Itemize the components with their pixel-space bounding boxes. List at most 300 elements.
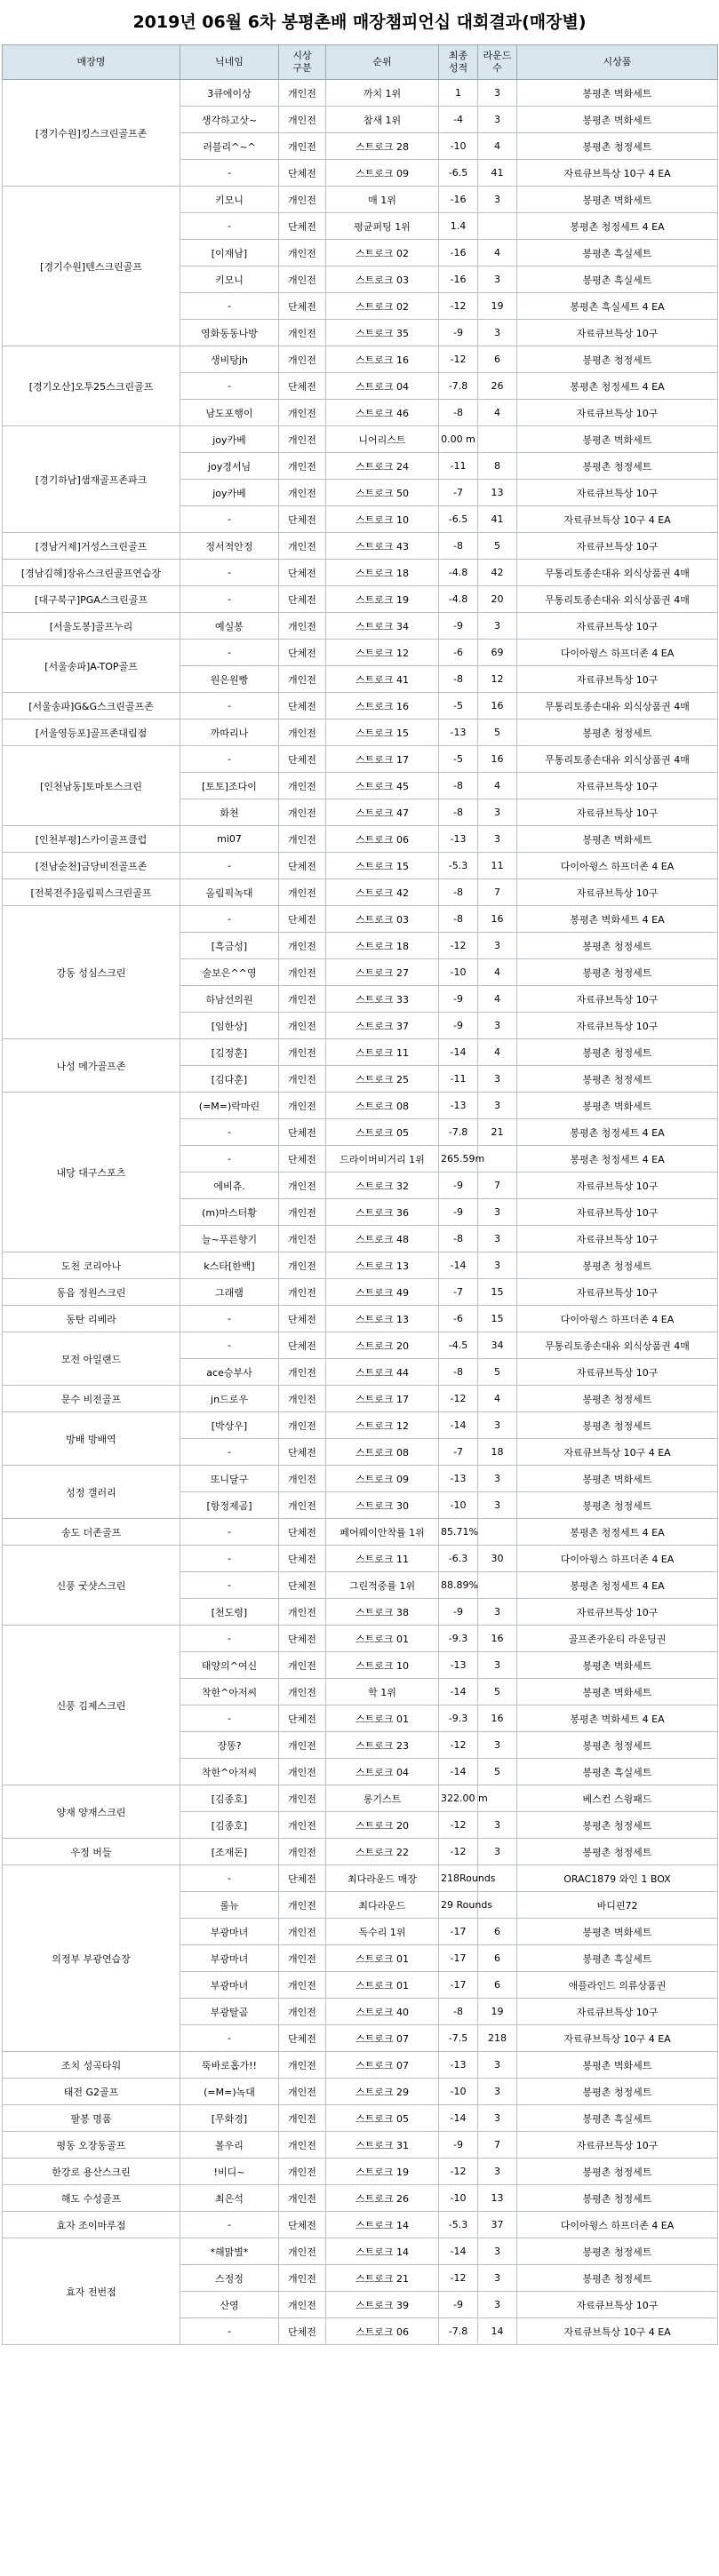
nickname-cell: [김종호] bbox=[180, 1812, 279, 1839]
prize-cell: 봉평촌 청정세트 bbox=[517, 1412, 718, 1439]
nickname-cell: - bbox=[180, 560, 279, 586]
award-type-cell: 단체전 bbox=[279, 746, 326, 773]
nickname-cell: 원은원빵 bbox=[180, 666, 279, 693]
store-name-cell: [전남순천]금당비전골프존 bbox=[3, 853, 180, 879]
final-score-cell: -9 bbox=[439, 1013, 478, 1039]
rank-cell: 스트로크 16 bbox=[326, 346, 439, 373]
final-score-cell: -8 bbox=[439, 400, 478, 426]
award-type-cell: 개인전 bbox=[279, 1199, 326, 1226]
rank-cell: 스트로크 37 bbox=[326, 1013, 439, 1039]
prize-cell: 봉평촌 청정세트 4 EA bbox=[517, 1572, 718, 1599]
store-name-cell: 평동 오장동골프 bbox=[3, 2132, 180, 2159]
store-name-cell: 양재 양재스크린 bbox=[3, 1785, 180, 1839]
award-type-cell: 개인전 bbox=[279, 773, 326, 799]
prize-cell: 자료큐브특상 10구 bbox=[517, 1359, 718, 1386]
final-score-cell: -8 bbox=[439, 773, 478, 799]
nickname-cell: 남도포행이 bbox=[180, 400, 279, 426]
final-score-cell: 322.00 m bbox=[439, 1785, 478, 1812]
final-score-cell: 218Rounds bbox=[439, 1865, 478, 1892]
rounds-cell: 7 bbox=[478, 1173, 517, 1199]
nickname-cell: 최은석 bbox=[180, 2185, 279, 2212]
award-type-cell: 개인전 bbox=[279, 453, 326, 480]
rounds-cell: 37 bbox=[478, 2212, 517, 2238]
award-type-cell: 개인전 bbox=[279, 1279, 326, 1306]
nickname-cell: 생각하고삿~ bbox=[180, 107, 279, 133]
rounds-cell: 3 bbox=[478, 799, 517, 826]
award-type-cell: 개인전 bbox=[279, 879, 326, 906]
final-score-cell: 88.89% bbox=[439, 1572, 478, 1599]
final-score-cell: -8 bbox=[439, 906, 478, 933]
prize-cell: 봉평촌 청정세트 4 EA bbox=[517, 1146, 718, 1173]
prize-cell: 봉평촌 청정세트 bbox=[517, 1066, 718, 1093]
prize-cell: 봉평촌 청정세트 bbox=[517, 453, 718, 480]
rounds-cell: 3 bbox=[478, 1066, 517, 1093]
rank-cell: 스트로크 10 bbox=[326, 506, 439, 533]
nickname-cell: - bbox=[180, 1705, 279, 1732]
rounds-cell bbox=[478, 213, 517, 240]
nickname-cell: - bbox=[180, 586, 279, 613]
award-type-cell: 개인전 bbox=[279, 187, 326, 213]
prize-cell: 봉평촌 청정세트 4 EA bbox=[517, 1519, 718, 1546]
award-type-cell: 단체전 bbox=[279, 373, 326, 400]
store-name-cell: 송도 더존골프 bbox=[3, 1519, 180, 1546]
final-score-cell: -13 bbox=[439, 1652, 478, 1679]
nickname-cell: 키모니 bbox=[180, 266, 279, 293]
nickname-cell: - bbox=[180, 1332, 279, 1359]
prize-cell: 다이아윙스 하프더존 4 EA bbox=[517, 2212, 718, 2238]
rank-cell: 스트로크 42 bbox=[326, 879, 439, 906]
rounds-cell: 41 bbox=[478, 506, 517, 533]
rank-cell: 스트로크 03 bbox=[326, 906, 439, 933]
store-name-cell: 의정부 부광연습장 bbox=[3, 1865, 180, 2052]
nickname-cell: - bbox=[180, 1572, 279, 1599]
final-score-cell: -12 bbox=[439, 1839, 478, 1865]
nickname-cell: jn드로우 bbox=[180, 1386, 279, 1412]
results-body bbox=[3, 80, 718, 2345]
prize-cell: 자료큐브특상 10구 bbox=[517, 1279, 718, 1306]
prize-cell: 자료큐브특상 10구 4 EA bbox=[517, 160, 718, 187]
rounds-cell: 41 bbox=[478, 160, 517, 187]
award-type-cell: 개인전 bbox=[279, 933, 326, 959]
rank-cell: 스트로크 01 bbox=[326, 1626, 439, 1652]
nickname-cell: - bbox=[180, 213, 279, 240]
rank-cell: 스트로크 01 bbox=[326, 1972, 439, 1999]
prize-cell: 봉평촌 벽화세트 bbox=[517, 1093, 718, 1119]
prize-cell: 자료큐브특상 10구 bbox=[517, 1599, 718, 1626]
store-name-cell: [경기하남]샘재골프존파크 bbox=[3, 426, 180, 533]
rank-cell: 스트로크 41 bbox=[326, 666, 439, 693]
rounds-cell: 34 bbox=[478, 1332, 517, 1359]
results-table bbox=[2, 44, 718, 2345]
nickname-cell: 늘~푸른향기 bbox=[180, 1226, 279, 1252]
prize-cell: 다이아윙스 하프더존 4 EA bbox=[517, 640, 718, 666]
award-type-cell: 개인전 bbox=[279, 1386, 326, 1412]
rounds-cell: 3 bbox=[478, 107, 517, 133]
table-row bbox=[3, 826, 718, 853]
rounds-cell: 3 bbox=[478, 187, 517, 213]
final-score-cell: -13 bbox=[439, 720, 478, 746]
nickname-cell: - bbox=[180, 1546, 279, 1572]
nickname-cell: joy경서님 bbox=[180, 453, 279, 480]
rounds-cell: 4 bbox=[478, 1386, 517, 1412]
store-name-cell: 강동 성심스크린 bbox=[3, 906, 180, 1039]
prize-cell: 자료큐브특상 10구 bbox=[517, 666, 718, 693]
award-type-cell: 개인전 bbox=[279, 480, 326, 506]
rounds-cell: 3 bbox=[478, 2292, 517, 2318]
nickname-cell: - bbox=[180, 373, 279, 400]
final-score-cell: -16 bbox=[439, 240, 478, 266]
table-row bbox=[3, 1332, 718, 1359]
prize-cell: 봉평촌 벽화세트 bbox=[517, 1652, 718, 1679]
nickname-cell: (=M=)락마린 bbox=[180, 1093, 279, 1119]
prize-cell: 봉평촌 벽화세트 bbox=[517, 2052, 718, 2079]
rounds-cell: 3 bbox=[478, 1839, 517, 1865]
final-score-cell: -10 bbox=[439, 1492, 478, 1519]
final-score-cell: -4.8 bbox=[439, 586, 478, 613]
award-type-cell: 단체전 bbox=[279, 2025, 326, 2052]
prize-cell: 무통리토종손대유 외식상품권 4매 bbox=[517, 693, 718, 720]
final-score-cell: -16 bbox=[439, 187, 478, 213]
nickname-cell: 영화동동나방 bbox=[180, 320, 279, 346]
final-score-cell: 85.71% bbox=[439, 1519, 478, 1546]
nickname-cell: - bbox=[180, 1865, 279, 1892]
nickname-cell: 3큐에이상 bbox=[180, 80, 279, 107]
prize-cell: 봉평촌 흑실세트 bbox=[517, 1945, 718, 1972]
rounds-cell: 3 bbox=[478, 1093, 517, 1119]
final-score-cell: -9.3 bbox=[439, 1705, 478, 1732]
rank-cell: 스트로크 18 bbox=[326, 560, 439, 586]
rank-cell: 까치 1위 bbox=[326, 80, 439, 107]
rounds-cell: 3 bbox=[478, 1226, 517, 1252]
rank-cell: 스트로크 22 bbox=[326, 1839, 439, 1865]
award-type-cell: 개인전 bbox=[279, 1919, 326, 1945]
rounds-cell: 4 bbox=[478, 986, 517, 1013]
store-name-cell: 나성 메가골프존 bbox=[3, 1039, 180, 1093]
award-type-cell: 단체전 bbox=[279, 1306, 326, 1332]
table-row bbox=[3, 640, 718, 666]
award-type-cell: 개인전 bbox=[279, 959, 326, 986]
award-type-cell: 개인전 bbox=[279, 1999, 326, 2025]
rank-cell: 스트로크 32 bbox=[326, 1173, 439, 1199]
final-score-cell: -7.8 bbox=[439, 1119, 478, 1146]
table-row bbox=[3, 426, 718, 453]
store-name-cell: [경기오산]오투25스크린골프 bbox=[3, 346, 180, 426]
nickname-cell: - bbox=[180, 506, 279, 533]
store-name-cell: [경남김해]장유스크린골프연습장 bbox=[3, 560, 180, 586]
prize-cell: 봉평촌 청정세트 bbox=[517, 133, 718, 160]
nickname-cell: 부광마녀 bbox=[180, 1919, 279, 1945]
table-row bbox=[3, 2052, 718, 2079]
rounds-cell: 4 bbox=[478, 773, 517, 799]
nickname-cell: 올림픽녹대 bbox=[180, 879, 279, 906]
final-score-cell: -11 bbox=[439, 1066, 478, 1093]
award-type-cell: 개인전 bbox=[279, 1066, 326, 1093]
final-score-cell: -12 bbox=[439, 293, 478, 320]
table-row bbox=[3, 2238, 718, 2265]
nickname-cell: 부광마녀 bbox=[180, 1945, 279, 1972]
rank-cell: 스트로크 13 bbox=[326, 1306, 439, 1332]
table-row bbox=[3, 879, 718, 906]
rounds-cell: 5 bbox=[478, 1679, 517, 1705]
rank-cell: 스트로크 12 bbox=[326, 1412, 439, 1439]
prize-cell: 봉평촌 청정세트 bbox=[517, 1732, 718, 1759]
store-name-cell: 팔봉 명품 bbox=[3, 2105, 180, 2132]
rank-cell: 학 1위 bbox=[326, 1679, 439, 1705]
award-type-cell: 단체전 bbox=[279, 1705, 326, 1732]
rank-cell: 스트로크 35 bbox=[326, 320, 439, 346]
final-score-cell: -10 bbox=[439, 2185, 478, 2212]
nickname-cell: 착한^아저씨 bbox=[180, 1759, 279, 1785]
table-row bbox=[3, 1519, 718, 1546]
final-score-cell: -14 bbox=[439, 2105, 478, 2132]
rank-cell: 스트로크 28 bbox=[326, 133, 439, 160]
prize-cell: 봉평촌 청정세트 bbox=[517, 720, 718, 746]
store-name-cell: [경남거제]거성스크린골프 bbox=[3, 533, 180, 560]
rounds-cell: 3 bbox=[478, 2238, 517, 2265]
rank-cell: 스트로크 06 bbox=[326, 2318, 439, 2345]
rank-cell: 스트로크 15 bbox=[326, 720, 439, 746]
final-score-cell: -12 bbox=[439, 2159, 478, 2185]
prize-cell: 봉평촌 청정세트 bbox=[517, 1839, 718, 1865]
rank-cell: 최다라운드 bbox=[326, 1892, 439, 1919]
prize-cell: 자료큐브특상 10구 bbox=[517, 613, 718, 640]
prize-cell: 자료큐브특상 10구 bbox=[517, 773, 718, 799]
award-type-cell: 단체전 bbox=[279, 640, 326, 666]
store-name-cell: [인천부평]스카이골프클럽 bbox=[3, 826, 180, 853]
rounds-cell: 30 bbox=[478, 1546, 517, 1572]
rounds-cell: 3 bbox=[478, 1812, 517, 1839]
rank-cell: 스트로크 17 bbox=[326, 746, 439, 773]
prize-cell: 자료큐브특상 10구 4 EA bbox=[517, 2025, 718, 2052]
prize-cell: 봉평촌 흑실세트 bbox=[517, 240, 718, 266]
store-name-cell: 조치 성곡타워 bbox=[3, 2052, 180, 2079]
award-type-cell: 개인전 bbox=[279, 400, 326, 426]
award-type-cell: 개인전 bbox=[279, 1599, 326, 1626]
store-name-cell: 신풍 굿샷스크린 bbox=[3, 1546, 180, 1626]
award-type-cell: 개인전 bbox=[279, 1972, 326, 1999]
final-score-cell: -7 bbox=[439, 1279, 478, 1306]
header-nickname: 닉네임 bbox=[180, 45, 279, 80]
final-score-cell: -14 bbox=[439, 2238, 478, 2265]
final-score-cell: -14 bbox=[439, 1759, 478, 1785]
final-score-cell: -13 bbox=[439, 826, 478, 853]
prize-cell: 봉평촌 벽화세트 bbox=[517, 107, 718, 133]
table-row bbox=[3, 1785, 718, 1812]
store-name-cell: 동탄 리베라 bbox=[3, 1306, 180, 1332]
award-type-cell: 단체전 bbox=[279, 506, 326, 533]
award-type-cell: 개인전 bbox=[279, 1466, 326, 1492]
rank-cell: 스트로크 02 bbox=[326, 293, 439, 320]
table-row bbox=[3, 1306, 718, 1332]
rank-cell: 스트로크 09 bbox=[326, 160, 439, 187]
table-row bbox=[3, 693, 718, 720]
prize-cell: 다이아윙스 하프더존 4 EA bbox=[517, 853, 718, 879]
table-row bbox=[3, 720, 718, 746]
nickname-cell: - bbox=[180, 640, 279, 666]
prize-cell: 자료큐브특상 10구 bbox=[517, 986, 718, 1013]
header-rounds: 라운드 수 bbox=[478, 45, 517, 80]
nickname-cell: 롤뉴 bbox=[180, 1892, 279, 1919]
rounds-cell: 218 bbox=[478, 2025, 517, 2052]
prize-cell: 봉평촌 청정세트 bbox=[517, 1492, 718, 1519]
final-score-cell: -17 bbox=[439, 1945, 478, 1972]
store-name-cell: 한강로 용산스크린 bbox=[3, 2159, 180, 2185]
prize-cell: 봉평촌 벽화세트 bbox=[517, 426, 718, 453]
final-score-cell: -5 bbox=[439, 693, 478, 720]
award-type-cell: 개인전 bbox=[279, 2159, 326, 2185]
rounds-cell: 4 bbox=[478, 959, 517, 986]
prize-cell: 다이아윙스 하프더존 4 EA bbox=[517, 1306, 718, 1332]
rounds-cell: 42 bbox=[478, 560, 517, 586]
table-row bbox=[3, 906, 718, 933]
award-type-cell: 단체전 bbox=[279, 853, 326, 879]
rounds-cell: 6 bbox=[478, 346, 517, 373]
award-type-cell: 단체전 bbox=[279, 1572, 326, 1599]
rounds-cell: 3 bbox=[478, 1466, 517, 1492]
nickname-cell: 또니달구 bbox=[180, 1466, 279, 1492]
nickname-cell: (m)마스터황 bbox=[180, 1199, 279, 1226]
rounds-cell: 6 bbox=[478, 1972, 517, 1999]
header-store: 매장명 bbox=[3, 45, 180, 80]
prize-cell: 베스컨 스윙패드 bbox=[517, 1785, 718, 1812]
store-name-cell: 문수 비전골프 bbox=[3, 1386, 180, 1412]
prize-cell: 자료큐브특상 10구 bbox=[517, 1199, 718, 1226]
rank-cell: 스트로크 08 bbox=[326, 1439, 439, 1466]
nickname-cell: [임한상] bbox=[180, 1013, 279, 1039]
rounds-cell: 3 bbox=[478, 320, 517, 346]
nickname-cell: - bbox=[180, 693, 279, 720]
rank-cell: 롱기스트 bbox=[326, 1785, 439, 1812]
prize-cell: 봉평촌 청정세트 bbox=[517, 1386, 718, 1412]
nickname-cell: [무화경] bbox=[180, 2105, 279, 2132]
table-row bbox=[3, 1412, 718, 1439]
rank-cell: 스트로크 07 bbox=[326, 2025, 439, 2052]
table-row bbox=[3, 1279, 718, 1306]
nickname-cell: - bbox=[180, 293, 279, 320]
prize-cell: 봉평촌 청정세트 4 EA bbox=[517, 373, 718, 400]
final-score-cell: -4.8 bbox=[439, 560, 478, 586]
award-type-cell: 개인전 bbox=[279, 133, 326, 160]
store-name-cell: [서울송파]A-TOP골프 bbox=[3, 640, 180, 693]
table-row bbox=[3, 1546, 718, 1572]
prize-cell: 무통리토종손대유 외식상품권 4매 bbox=[517, 560, 718, 586]
prize-cell: ORAC1879 와인 1 BOX bbox=[517, 1865, 718, 1892]
final-score-cell: -6 bbox=[439, 1306, 478, 1332]
nickname-cell: ace승부사 bbox=[180, 1359, 279, 1386]
table-row bbox=[3, 1252, 718, 1279]
award-type-cell: 단체전 bbox=[279, 1519, 326, 1546]
award-type-cell: 단체전 bbox=[279, 560, 326, 586]
award-type-cell: 단체전 bbox=[279, 2212, 326, 2238]
final-score-cell: -14 bbox=[439, 1412, 478, 1439]
table-row bbox=[3, 80, 718, 107]
table-row bbox=[3, 2159, 718, 2185]
prize-cell: 자료큐브특상 10구 bbox=[517, 480, 718, 506]
rounds-cell: 13 bbox=[478, 2185, 517, 2212]
table-row bbox=[3, 746, 718, 773]
award-type-cell: 개인전 bbox=[279, 2105, 326, 2132]
table-row bbox=[3, 586, 718, 613]
rank-cell: 스트로크 25 bbox=[326, 1066, 439, 1093]
prize-cell: 자료큐브특상 10구 bbox=[517, 1173, 718, 1199]
award-type-cell: 개인전 bbox=[279, 426, 326, 453]
award-type-cell: 개인전 bbox=[279, 320, 326, 346]
nickname-cell: [조재돈] bbox=[180, 1839, 279, 1865]
final-score-cell: -12 bbox=[439, 346, 478, 373]
store-name-cell: 동읍 정원스크린 bbox=[3, 1279, 180, 1306]
rounds-cell: 8 bbox=[478, 453, 517, 480]
final-score-cell: -14 bbox=[439, 1679, 478, 1705]
rank-cell: 스트로크 31 bbox=[326, 2132, 439, 2159]
rank-cell: 스트로크 08 bbox=[326, 1093, 439, 1119]
rank-cell: 스트로크 04 bbox=[326, 1759, 439, 1785]
prize-cell: 봉평촌 청정세트 bbox=[517, 2185, 718, 2212]
table-row bbox=[3, 533, 718, 560]
rounds-cell: 16 bbox=[478, 1705, 517, 1732]
rank-cell: 참새 1위 bbox=[326, 107, 439, 133]
rounds-cell: 3 bbox=[478, 1199, 517, 1226]
award-type-cell: 개인전 bbox=[279, 1359, 326, 1386]
table-row bbox=[3, 187, 718, 213]
award-type-cell: 단체전 bbox=[279, 1626, 326, 1652]
prize-cell: 봉평촌 청정세트 bbox=[517, 2265, 718, 2292]
award-type-cell: 개인전 bbox=[279, 533, 326, 560]
nickname-cell: [토토]조다이 bbox=[180, 773, 279, 799]
rank-cell: 니어리스트 bbox=[326, 426, 439, 453]
nickname-cell: 스정정 bbox=[180, 2265, 279, 2292]
rounds-cell: 16 bbox=[478, 693, 517, 720]
award-type-cell: 단체전 bbox=[279, 1146, 326, 1173]
rounds-cell: 3 bbox=[478, 2265, 517, 2292]
final-score-cell: -6 bbox=[439, 640, 478, 666]
table-row bbox=[3, 613, 718, 640]
rank-cell: 스트로크 20 bbox=[326, 1332, 439, 1359]
prize-cell: 봉평촌 청정세트 bbox=[517, 959, 718, 986]
prize-cell: 봉평촌 벽화세트 bbox=[517, 1919, 718, 1945]
rounds-cell: 20 bbox=[478, 586, 517, 613]
final-score-cell: -12 bbox=[439, 1732, 478, 1759]
award-type-cell: 개인전 bbox=[279, 1732, 326, 1759]
rank-cell: 스트로크 44 bbox=[326, 1359, 439, 1386]
rounds-cell: 5 bbox=[478, 1359, 517, 1386]
final-score-cell: -7.8 bbox=[439, 373, 478, 400]
nickname-cell: *해맑별* bbox=[180, 2238, 279, 2265]
nickname-cell: 에비츄. bbox=[180, 1173, 279, 1199]
rounds-cell: 4 bbox=[478, 133, 517, 160]
rank-cell: 매 1위 bbox=[326, 187, 439, 213]
table-row bbox=[3, 346, 718, 373]
nickname-cell: 하남선의원 bbox=[180, 986, 279, 1013]
rank-cell: 최다라운드 매장 bbox=[326, 1865, 439, 1892]
store-name-cell: 우정 버들 bbox=[3, 1839, 180, 1865]
rounds-cell: 15 bbox=[478, 1279, 517, 1306]
table-row bbox=[3, 1093, 718, 1119]
final-score-cell: -5.3 bbox=[439, 853, 478, 879]
prize-cell: 봉평촌 청정세트 4 EA bbox=[517, 1119, 718, 1146]
rounds-cell: 3 bbox=[478, 933, 517, 959]
rounds-cell: 3 bbox=[478, 266, 517, 293]
rank-cell: 스트로크 16 bbox=[326, 693, 439, 720]
award-type-cell: 개인전 bbox=[279, 826, 326, 853]
award-type-cell: 개인전 bbox=[279, 2238, 326, 2265]
rank-cell: 스트로크 06 bbox=[326, 826, 439, 853]
final-score-cell: -6.5 bbox=[439, 506, 478, 533]
table-row bbox=[3, 1386, 718, 1412]
rank-cell: 스트로크 20 bbox=[326, 1812, 439, 1839]
award-type-cell: 개인전 bbox=[279, 107, 326, 133]
prize-cell: 자료큐브특상 10구 bbox=[517, 1999, 718, 2025]
rounds-cell: 6 bbox=[478, 1945, 517, 1972]
